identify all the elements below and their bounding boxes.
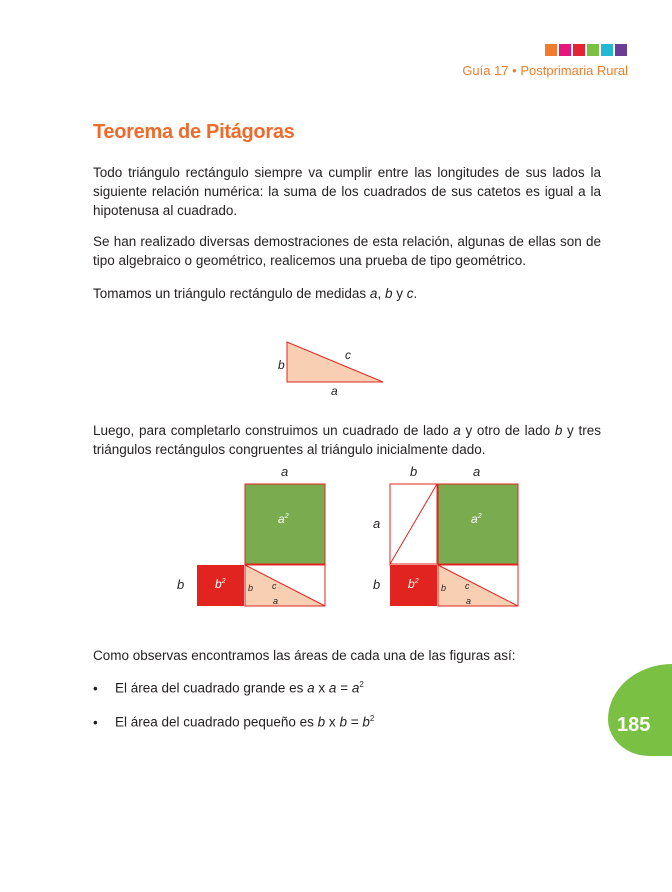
right-composite-figure [370,460,530,610]
color-square [587,44,599,56]
triangle-label-c: c [465,581,470,591]
big-square-area: $a^2$ [278,512,289,526]
color-square [559,44,571,56]
triangle-label-c: c [272,581,277,591]
bullet-symbol: • [93,680,98,696]
color-square [573,44,585,56]
right-triangle [287,342,383,382]
label-top-a: a [473,464,481,479]
label-top-b: b [410,464,418,479]
small-square-area: $b^2$ [408,577,419,591]
paragraph-2: Se han realizado diversas demostraciones de esta relación, algunas de ellas son de tipo algebraico o geométrico, realicemos una prueba de tipo geométrico. [93,234,601,268]
small-square-area: $b^2$ [215,577,226,591]
color-square [615,44,627,56]
label-a: a [331,384,338,398]
label-side-b: b [373,577,381,592]
bullet-symbol: • [93,714,98,730]
triangle-label-a: a [466,596,472,606]
paragraph-4: Luego, para completarlo construimos un cuadrado de lado a y otro de lado b y tres triángulos rectángulos congruentes al triángulo inicialmente dado. [93,423,601,457]
big-square [245,484,325,564]
big-square-area: $a^2$ [471,512,482,526]
paragraph-5: Como observas encontramos las áreas de cada una de las figuras así: [93,648,516,663]
right-triangle-figure [270,338,400,402]
label-b: b [278,358,285,372]
label-side-b: b [177,577,185,592]
color-squares [545,44,627,56]
guide-label: Guía 17 • Postprimaria Rural [462,63,628,78]
page-number: 185 [617,714,651,736]
page-number-tab [608,664,672,756]
bullet-item: • El área del cuadrado pequeño es b x $b = b^2$ [93,714,375,730]
paragraph-1: Todo triángulo rectángulo siempre va cumplir entre las longitudes de sus lados la siguiente relación numérica: la suma de los cuadrados de sus catetos es igual a la hipotenusa al cuadrado. [93,165,601,218]
left-composite-figure [175,460,335,610]
big-square [438,484,518,564]
bullet-item: • El área del cuadrado grande es a x $a = a^2$ [93,680,364,696]
color-square [545,44,557,56]
triangle-label-b: b [441,583,447,593]
label-c: c [345,348,351,362]
color-square [601,44,613,56]
triangle-label-a: a [273,596,279,606]
label-side-a: a [373,516,381,531]
triangle-label-b: b [248,583,254,593]
paragraph-3: Tomamos un triángulo rectángulo de medidas a, b y c. [93,286,418,301]
section-title: Teorema de Pitágoras [93,121,295,143]
label-top-a: a [281,464,289,479]
